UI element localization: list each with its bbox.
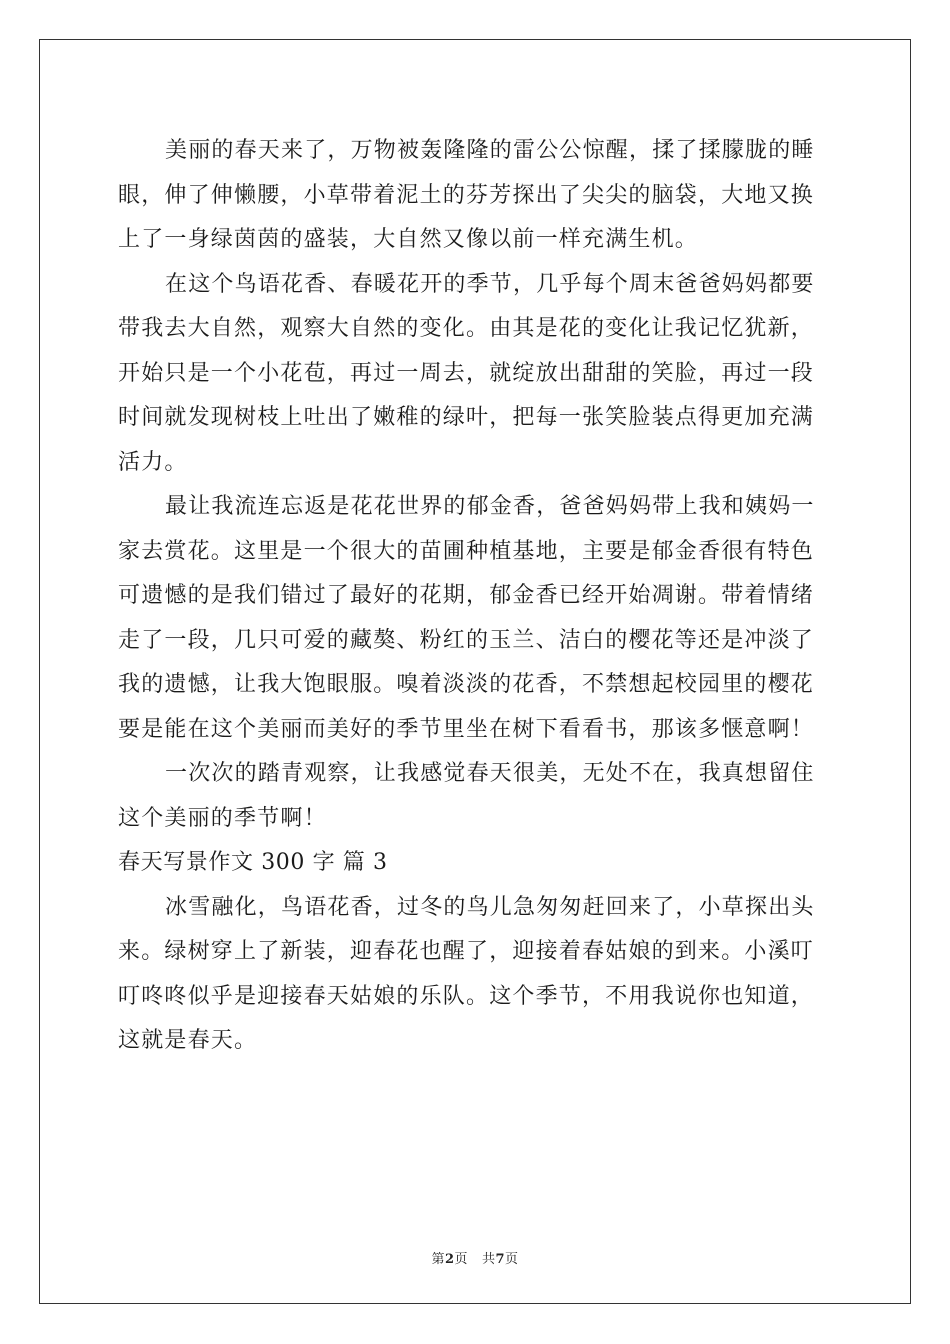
text-line: 冰雪融化，鸟语花香，过冬的鸟儿急匆匆赶回来了，小草探出头 [165,894,815,920]
page-footer [0,1248,950,1267]
text-line: 活力。 [118,449,188,475]
text-line: 带我去大自然，观察大自然的变化。由其是花的变化让我记忆犹新， [118,316,815,341]
text-line: 这就是春天。 [118,1028,258,1053]
current-page-number: 2 [444,1252,455,1267]
text-line: 走了一段，几只可爱的藏獒、粉红的玉兰、洁白的樱花等还是冲淡了 [118,627,815,653]
text-line: 在这个鸟语花香、春暖花开的季节，几乎每个周末爸爸妈妈都要 [165,271,815,297]
text-line: 要是能在这个美丽而美好的季节里坐在树下看看书，那该多惬意啊！ [118,716,815,742]
document-body [118,129,838,1064]
text-line: 上了一身绿茵茵的盛装，大自然又像以前一样充满生机。 [118,227,699,252]
text-line: 叮咚咚似乎是迎接春天姑娘的乐队。这个季节，不用我说你也知道， [118,983,815,1009]
total-pages-number: 7 [495,1252,506,1267]
text-line: 来。绿树穿上了新装，迎春花也醒了，迎接着春姑娘的到来。小溪叮 [118,939,815,964]
text-line: 我的遗憾，让我大饱眼服。嗅着淡淡的花香，不禁想起校园里的樱花 [118,672,815,697]
text-line: 这个美丽的季节啊！ [118,805,327,831]
page-suffix: 页 [454,1252,469,1267]
text-line: 一次次的踏青观察，让我感觉春天很美，无处不在，我真想留住 [165,761,815,786]
text-line: 美丽的春天来了，万物被轰隆隆的雷公公惊醒，揉了揉朦胧的睡 [165,138,815,163]
text-line: 开始只是一个小花苞，再过一周去，就绽放出甜甜的笑脸，再过一段 [118,360,815,386]
text-line: 最让我流连忘返是花花世界的郁金香，爸爸妈妈带上我和姨妈一 [165,494,815,519]
section-heading: 春天写景作文 300 字 篇 3 [118,850,388,875]
text-line: 家去赏花。这里是一个很大的苗圃种植基地，主要是郁金香很有特色 [118,538,815,564]
text-line: 眼，伸了伸懒腰，小草带着泥土的芬芳探出了尖尖的脑袋，大地又换 [118,182,815,208]
page-prefix: 第 [431,1252,445,1267]
text-line: 可遗憾的是我们错过了最好的花期，郁金香已经开始凋谢。带着情绪 [118,583,815,608]
total-prefix: 共 [481,1252,496,1267]
text-line: 时间就发现树枝上吐出了嫩稚的绿叶，把每一张笑脸装点得更加充满 [118,405,815,430]
total-suffix: 页 [505,1252,519,1267]
